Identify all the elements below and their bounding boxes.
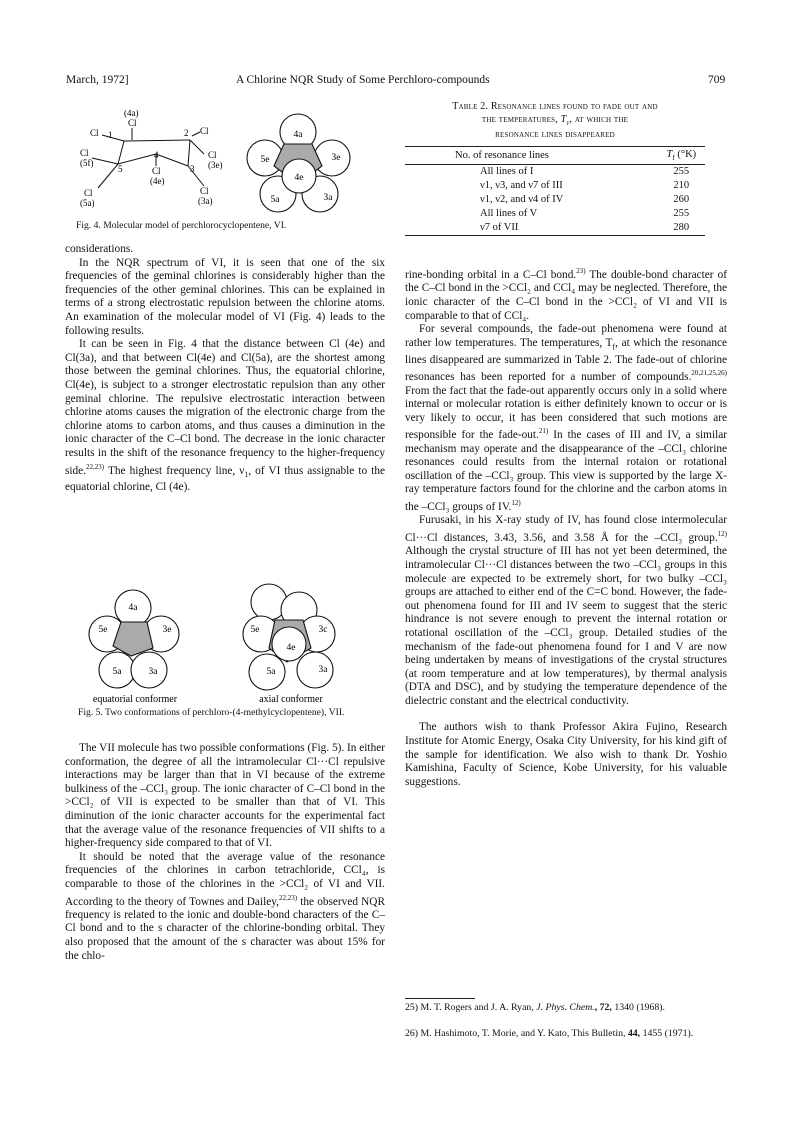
fig5-label-equatorial: equatorial conformer <box>92 694 178 705</box>
fig4-label-n3: 3 <box>190 164 195 174</box>
footnote-divider <box>405 998 475 999</box>
paragraph-furusaki: Furusaki, in his X-ray study of IV, has found close intermolecular Cl···Cl distances, 3.43, 3.56, and 3.58 Å for the –CCl₃ group.$^{12)}$ Although the crystal structure of III has not yet been determined, the intramolecular Cl···Cl distances between the two –CCl₃ groups in this molecule are expected to be extremely short, for two bulky –CCl₃ groups are attached to either end of the C=C bond. However, the fade-out phenomena found for III and IV seem to suggest that the steric hindrance is not severe enough to prevent the internal rotation or rotational oscillation of the –CCl₃ group. Detailed studies of the mechanism of the fade-out phenomena found for I and V are now being undertaken by means of investigations of the crystal structures (at room temperature and at low temperatures), by thermal analysis (DTA and DSC), and by studying the temperature dependence of the dielectric constant and the electrical conductivity. <box>405 514 727 707</box>
paragraph-fig4-distance: It can be seen in Fig. 4 that the distance between Cl (4e) and Cl(3a), and that between Cl(4e) and Cl(5a), are the shortest among those between the geminal chlorines. Thus, the equatorial chlorine, Cl(4e), is subject to a stronger electrostatic repulsion than any other geminal chlorine. The repulsive electrostatic interaction between chlorine atoms causes the migration of the electronic charge from the chlorine atoms to carbon atoms, and thus causes a diminution in the ionic character of the C–Cl bond. The decrease in the ionic character results in the shift of the resonance frequency to the higher-frequency side.$^{22,23)}$ The highest frequency line, $\nu_1$, of VI thus assignable to the equatorial chlorine, Cl (4e). <box>65 338 385 494</box>
fig4-label-cl-top: Cl <box>128 118 137 128</box>
table-row: All lines of I 255 <box>480 166 690 178</box>
fig5-ax-5e: 5e <box>250 625 260 635</box>
fig4-label-cl5a: Cl <box>84 188 93 198</box>
fig4-ball-5a: 5a <box>270 195 280 205</box>
paragraph-nqr-spectrum: In the NQR spectrum of VI, it is seen that one of the six frequencies of the geminal chlorines is considerably higher than the frequencies of the other geminal chlorines. This can be explained in terms of a strong electrostatic repulsion between the chlorine atoms. An examination of the molecular model of VI (Fig. 4) leads to the following results. <box>65 256 385 337</box>
footnote-25: 25) M. T. Rogers and J. A. Ryan, J. Phys. Chem., 72, 1340 (1968). <box>405 1002 665 1013</box>
fig4-label-5a: (5a) <box>80 198 95 208</box>
fig4-label-cl-left: Cl <box>80 148 89 158</box>
right-column <box>405 265 727 789</box>
fig4-label-3e: (3e) <box>208 160 223 170</box>
fig5-ax-3c: 3c <box>318 625 328 635</box>
paragraph-vii-molecule: The VII molecule has two possible conformations (Fig. 5). In either conformation, the degree of all the intramolecular Cl···Cl repulsive interactions may be larger than that in VI because of the extreme bulkiness of the –CCl₃ group. The ionic character of C–Cl bond in the >CCl₂ of VII is expected to be smaller than that of VI. This diminution of the ionic character accounts for the experimental fact that the average value of the resonance frequencies of VII shifts to a higher-frequency side compared to that of VI. <box>65 742 385 850</box>
paragraph-fade-out: For several compounds, the fade-out phenomena were found at rather low temperatures. The temperatures, $T_f$, at which the resonance lines disappeared are summarized in Table 2. The fade-out of chlorine resonances has been reported for a number of compounds.$^{20,21,25,26)}$ From the fact that the fade-out apparently occurs only in a solid where internal or molecular rotation is either definitely known to occur or is very likely to occur, it has been considered that such motions are responsible for the fade-out.$^{21)}$ In the cases of III and IV, a similar mechanism may operate and the disappearance of the –CCl₃ chlorine resonances could results from the internal rotaion or rotational oscillation of the –CCl₃ group. This view is supported by the large X-ray temperature factors found for the chlorine and the carbon atoms in the –CCl₃ groups of IV.$^{12)}$ <box>405 323 728 513</box>
table-row: ν1, ν2, and ν4 of IV 260 <box>480 194 690 206</box>
table-2-header-tf: $T_f$ (°K) <box>658 147 705 165</box>
fig4-label-n4: 4 <box>154 150 159 160</box>
fig4-label-cl2: Cl <box>200 126 209 136</box>
paragraph-chlorine-bonding: rine-bonding orbital in a C–Cl bond.$^{23)}$ The double-bond character of the C–Cl bond in the >CCl₂ and CCl₄ may be neglected. Therefore, the ionic character of the C–Cl bond in the >CCl₂ of VI and VII is comparable to that of CCl₄. <box>405 267 727 322</box>
fig4-label-4a: (4a) <box>124 110 139 118</box>
fig5-label-axial: axial conformer <box>259 694 323 705</box>
fig4-label-5f: (5f) <box>80 158 94 168</box>
left-column-top <box>65 243 385 495</box>
table-row: ν1, ν3, and ν7 of III 210 <box>480 180 690 192</box>
page-number: 709 <box>708 74 726 86</box>
fig4-ball-3e: 3e <box>331 153 341 163</box>
fig5-ax-5a: 5a <box>266 667 276 677</box>
fig4-label-n2: 2 <box>184 128 189 138</box>
paragraph-acknowledgements: The authors wish to thank Professor Akira Fujino, Research Institute for Atomic Energy, Osaka City University, for his kind gift of the sample for identification. We also wish to thank Dr. Yoshio Kamishina, Faculty of Science, Kobe University, for his valuable suggestions. <box>405 721 727 788</box>
fig5-ax-3a: 3a <box>318 665 328 675</box>
fig4-label-cl3a: Cl <box>200 186 209 196</box>
left-column-bottom <box>65 742 385 963</box>
figure-4-caption: Fig. 4. Molecular model of perchlorocyclopentene, VI. <box>76 220 287 231</box>
table-2-header-lines: No. of resonance lines <box>405 147 658 165</box>
fig4-ball-4e: 4e <box>294 173 304 183</box>
fig4-label-n5: 5 <box>118 164 123 174</box>
running-header-left: March, 1972] <box>66 74 129 86</box>
paragraph-average-value: It should be noted that the average value of the resonance frequencies of the chlorines in carbon tetrachloride, CCl₄, is comparable to those of the chlorines in the >CCl₂ of VI and VII. According to the theory of Townes and Dailey,$^{22,23)}$ the observed NQR frequency is related to the ionic and double-bond characters of the C–Cl bond and to the s character of the chlorine-bonding orbital. They also proposed that the amount of the s character was about 15% for the chlo- <box>65 850 386 962</box>
table-row: ν7 of VII 280 <box>405 221 705 236</box>
fig5-eq-3e: 3e <box>162 625 172 635</box>
fig4-label-cl1: Cl <box>90 128 99 138</box>
fig4-ball-4a: 4a <box>293 130 303 140</box>
table-row: All lines of V 255 <box>480 208 690 220</box>
figure-5-caption: Fig. 5. Two conformations of perchloro-(4-methylcyclopentene), VII. <box>78 707 345 718</box>
fig5-eq-5e: 5e <box>98 625 108 635</box>
figure-5-conformations <box>85 580 375 708</box>
table-2-title: Table 2. Resonance lines found to fade out and the temperatures, $T_f$, at which the resonance lines disappeared <box>452 101 658 140</box>
fig4-ball-3a: 3a <box>323 193 333 203</box>
footnote-26: 26) M. Hashimoto, T. Morie, and Y. Kato, This Bulletin, 44, 1455 (1971). <box>405 1028 694 1039</box>
running-header-title: A Chlorine NQR Study of Some Perchloro-compounds <box>236 74 490 86</box>
fig4-label-4e: (4e) <box>150 176 165 186</box>
fig5-eq-5a: 5a <box>112 667 122 677</box>
fig5-eq-4a: 4a <box>128 603 138 613</box>
fig4-label-cl4: Cl <box>152 166 161 176</box>
fig5-ax-4e: 4e <box>286 643 296 653</box>
table-2 <box>405 146 705 236</box>
fig4-ball-5e: 5e <box>260 155 270 165</box>
fig5-eq-3a: 3a <box>148 667 158 677</box>
fig4-label-n1: 1 <box>108 130 113 140</box>
fig4-label-cl-right: Cl <box>208 150 217 160</box>
paragraph-considerations: considerations. <box>65 243 134 255</box>
fig4-label-3a: (3a) <box>198 196 213 206</box>
figure-4-molecular-model <box>80 110 380 218</box>
